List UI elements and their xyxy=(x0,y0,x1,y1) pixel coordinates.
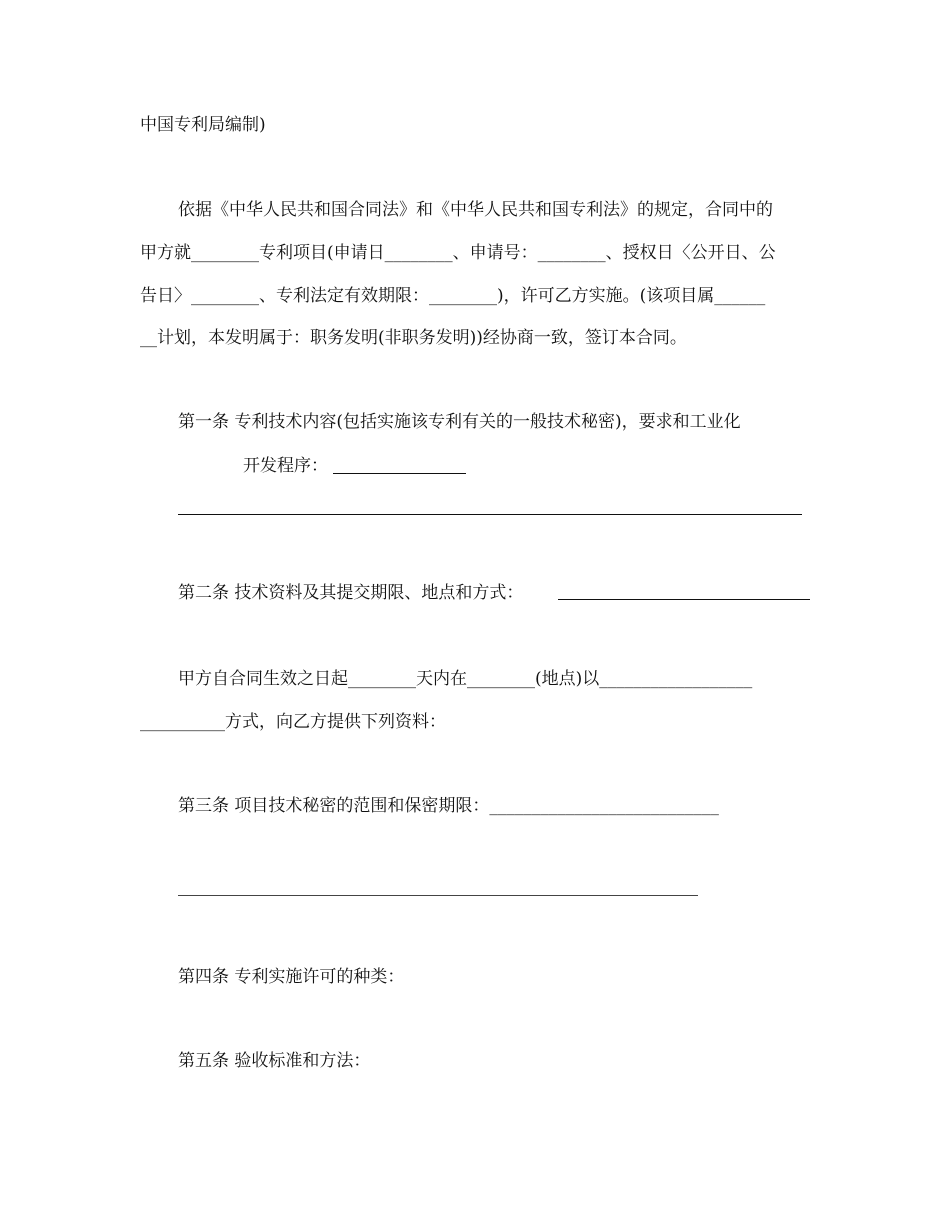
preamble-line-4: __计划，本发明属于：职务发明(非职务发明))经协商一致，签订本合同。 xyxy=(140,328,687,348)
article-4-line-1: 第四条 专利实施许可的种类： xyxy=(178,967,405,987)
article-5-line-1: 第五条 验收标准和方法： xyxy=(178,1051,371,1071)
article-2-line-1: 第二条 技术资料及其提交期限、地点和方式： xyxy=(178,583,524,603)
article-1-blank-short xyxy=(333,473,466,474)
article-2-detail-line-1: 甲方自合同生效之日起________天内在________(地点)以__________________ xyxy=(178,669,753,689)
article-2-blank xyxy=(558,599,810,600)
article-3-line-1: 第三条 项目技术秘密的范围和保密期限：___________________________ xyxy=(178,796,719,816)
preamble-line-3: 告日〉________、专利法定有效期限：________)，许可乙方实施。(该项目属______ xyxy=(140,286,766,306)
compiler-note: 中国专利局编制) xyxy=(140,115,266,135)
article-1-line-1: 第一条 专利技术内容(包括实施该专利有关的一般技术秘密)，要求和工业化 xyxy=(178,412,741,432)
article-1-blank-long xyxy=(178,514,802,515)
article-2-detail-line-2: __________方式，向乙方提供下列资料： xyxy=(140,712,446,732)
preamble-line-2: 甲方就________专利项目(申请日________、申请号：________、授权日〈公开日、公 xyxy=(140,243,776,263)
preamble-line-1: 依据《中华人民共和国合同法》和《中华人民共和国专利法》的规定，合同中的 xyxy=(178,200,773,220)
article-1-line-2: 开发程序： xyxy=(243,456,328,476)
article-3-blank xyxy=(178,895,698,896)
